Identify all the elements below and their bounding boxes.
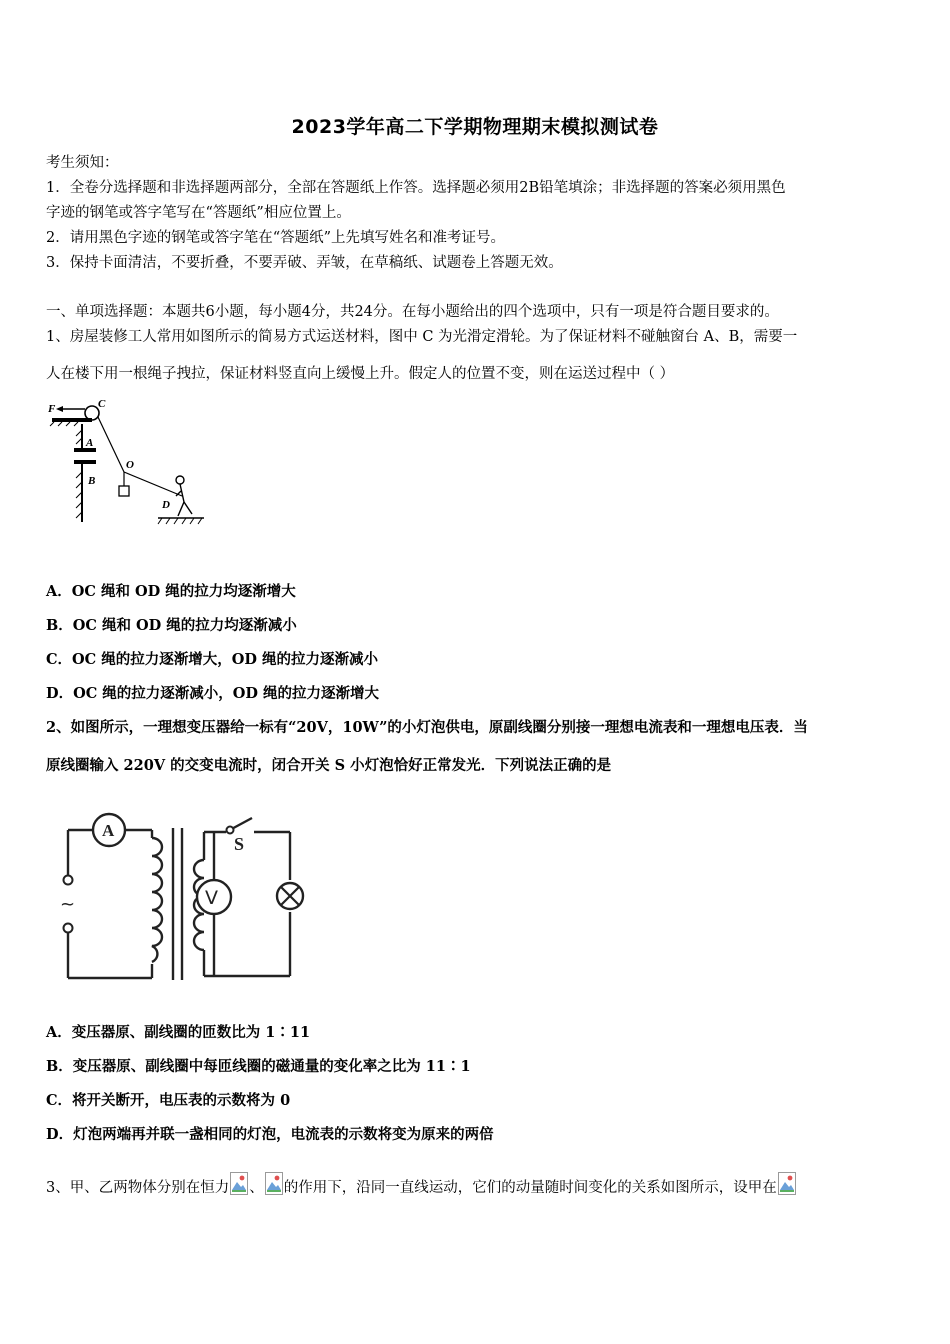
q3-text-part-2: 、 <box>249 1180 264 1196</box>
broken-image-icon <box>230 1172 248 1198</box>
label-b: B <box>88 475 96 487</box>
question-1-line-1: 1、房屋装修工人常用如图所示的简易方式运送材料，图中 C 为光滑定滑轮。为了保证材料不碰触窗台 A、B，需要一 <box>46 329 798 345</box>
q2-option-a: A．变压器原、副线圈的匝数比为 1∶11 <box>46 1024 311 1041</box>
question-1-line-2: 人在楼下用一根绳子拽拉，保证材料竖直向上缓慢上升。假定人的位置不变，则在运送过程中（ ） <box>46 366 675 382</box>
rope-od <box>124 472 182 496</box>
question-2-line-1: 2、如图所示，一理想变压器给一标有“20V，10W”的小灯泡供电，原副线圈分别接一理想电流表和一理想电压表．当 <box>46 719 808 736</box>
switch-contact <box>227 827 234 834</box>
source-terminal-top <box>64 876 73 885</box>
ammeter-label: A <box>102 821 115 840</box>
window-sill-b <box>74 460 96 464</box>
primary-circuit <box>68 830 152 978</box>
person-d <box>176 476 192 516</box>
label-o: O <box>126 459 134 471</box>
notice-item-1-cont: 字迹的钢笔或答字笔写在“答题纸”相应位置上。 <box>46 205 351 221</box>
q1-option-a: A．OC 绳和 OD 绳的拉力均逐渐增大 <box>46 583 296 600</box>
broken-image-icon <box>778 1172 796 1198</box>
label-a: A <box>86 437 94 449</box>
voltmeter-label: V <box>205 887 218 909</box>
beam-hatching <box>50 422 78 426</box>
q2-option-d: D．灯泡两端再并联一盏相同的灯泡，电流表的示数将变为原来的两倍 <box>46 1126 494 1143</box>
source-terminal-bottom <box>64 924 73 933</box>
notice-item-3: 3．保持卡面清洁，不要折叠，不要弄破、弄皱，在草稿纸、试题卷上答题无效。 <box>46 255 563 271</box>
pulley-c <box>85 406 99 420</box>
q1-option-c: C．OC 绳的拉力逐渐增大，OD 绳的拉力逐渐减小 <box>46 651 379 668</box>
broken-image-icon <box>265 1172 283 1198</box>
switch-label: S <box>234 834 245 854</box>
pulley-figure <box>46 396 206 536</box>
q3-text-part-3: 的作用下，沿同一直线运动，它们的动量随时间变化的关系如图所示，设甲在 <box>283 1180 777 1196</box>
page-title: 2023学年高二下学期物理期末模拟测试卷 <box>291 116 659 138</box>
notice-item-1: 1．全卷分选择题和非选择题两部分，全部在答题纸上作答。选择题必须用2B铅笔填涂；非选择题的答案必须用黑色 <box>46 180 786 196</box>
q3-text-part-1: 3、甲、乙两物体分别在恒力 <box>46 1180 230 1196</box>
notice-heading: 考生须知： <box>46 155 119 171</box>
rope-oc <box>98 417 124 472</box>
q2-option-c: C．将开关断开，电压表的示数将为 0 <box>46 1092 291 1109</box>
top-beam <box>52 418 92 422</box>
load-box <box>119 486 129 496</box>
primary-coil <box>152 838 162 962</box>
label-d: D <box>162 499 170 511</box>
q2-option-b: B．变压器原、副线圈中每匝线圈的磁通量的变化率之比为 11∶1 <box>46 1058 471 1075</box>
question-3-line-1 <box>46 1172 797 1198</box>
notice-item-2: 2．请用黑色字迹的钢笔或答字笔在“答题纸”上先填写姓名和准考证号。 <box>46 230 506 246</box>
label-f: F <box>48 403 56 415</box>
transformer-figure <box>52 804 312 984</box>
ground-hatching <box>158 518 202 524</box>
arrow-head <box>56 406 63 412</box>
q1-option-b: B．OC 绳和 OD 绳的拉力均逐渐减小 <box>46 617 297 634</box>
question-2-line-2: 原线圈输入 220V 的交变电流时，闭合开关 S 小灯泡恰好正常发光．下列说法正确的是 <box>46 757 612 774</box>
section-heading: 一、单项选择题：本题共6小题，每小题4分，共24分。在每小题给出的四个选项中，只有一项是符合题目要求的。 <box>46 304 779 320</box>
label-c: C <box>98 398 106 410</box>
ac-source-symbol: ~ <box>60 894 76 915</box>
q1-option-d: D．OC 绳的拉力逐渐减小，OD 绳的拉力逐渐增大 <box>46 685 380 702</box>
